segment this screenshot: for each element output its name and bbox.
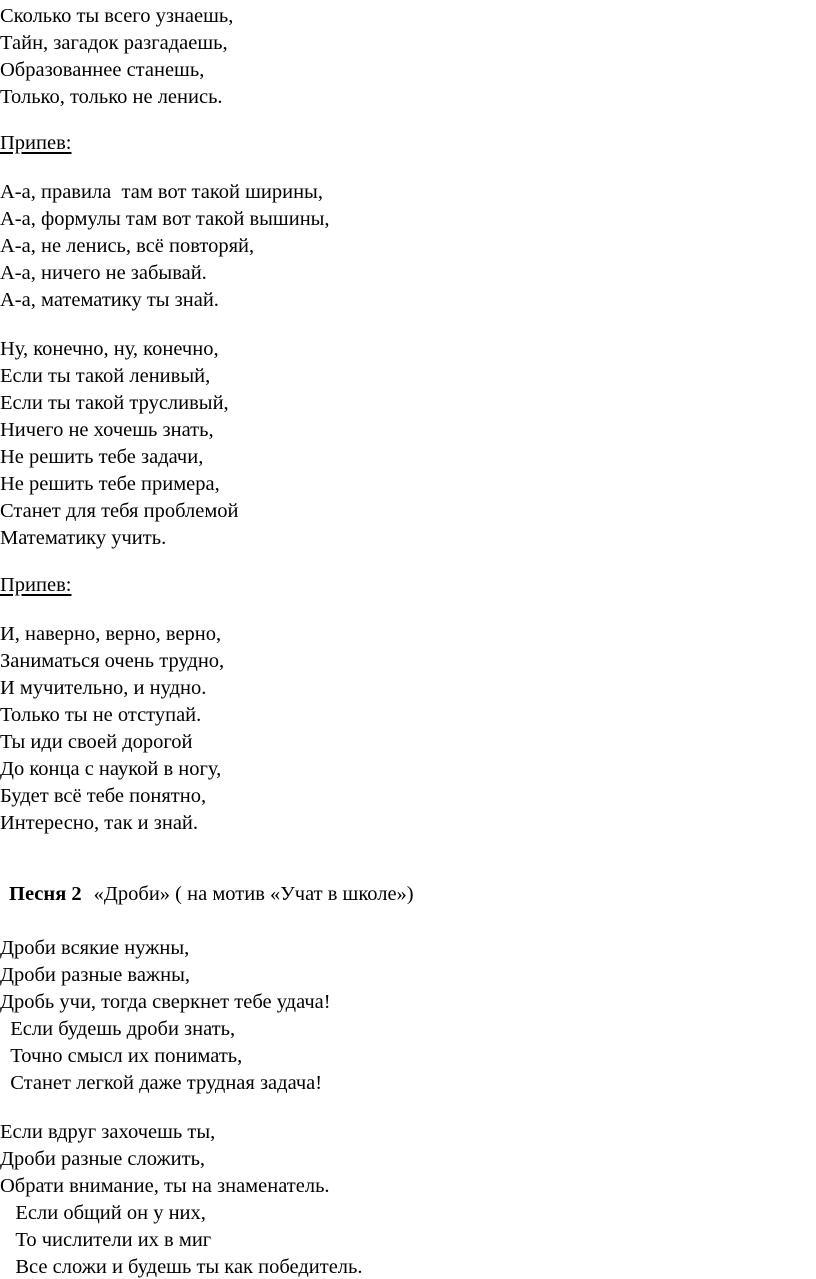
lyric-line: Если вдруг захочешь ты, bbox=[0, 1121, 216, 1143]
lyric-line: Обрати внимание, ты на знаменатель. bbox=[0, 1175, 330, 1197]
chorus-line: А-а, не ленись, всё повторяй, bbox=[0, 235, 255, 257]
lyric-line: Ну, конечно, ну, конечно, bbox=[0, 338, 219, 360]
lyric-line: Математику учить. bbox=[0, 527, 167, 549]
lyric-line: То числители их в миг bbox=[0, 1229, 212, 1251]
lyric-line: Образованнее станешь, bbox=[0, 59, 205, 81]
lyric-line: Будет всё тебе понятно, bbox=[0, 785, 207, 807]
chorus-line: А-а, математику ты знай. bbox=[0, 289, 219, 311]
chorus-line: А-а, ничего не забывай. bbox=[0, 262, 207, 284]
lyric-line: И, наверно, верно, верно, bbox=[0, 623, 222, 645]
song-title: «Дроби» ( на мотив «Учат в школе») bbox=[93, 883, 414, 905]
lyric-line: Только, только не ленись. bbox=[0, 86, 223, 108]
lyric-line: Дроби разные сложить, bbox=[0, 1148, 206, 1170]
chorus-line: А-а, формулы там вот такой вышины, bbox=[0, 208, 330, 230]
chorus-label: Припев: bbox=[0, 132, 72, 154]
lyric-line: Станет для тебя проблемой bbox=[0, 500, 239, 522]
lyric-line: Дроби разные важны, bbox=[0, 964, 190, 986]
lyric-line: Не решить тебе задачи, bbox=[0, 446, 204, 468]
lyric-line: Если общий он у них, bbox=[0, 1202, 206, 1224]
lyric-line: Сколько ты всего узнаешь, bbox=[0, 5, 234, 27]
lyric-line: Не решить тебе примера, bbox=[0, 473, 220, 495]
song-heading bbox=[9, 882, 414, 906]
lyric-line: Дроби всякие нужны, bbox=[0, 937, 190, 959]
lyric-line: Если ты такой ленивый, bbox=[0, 365, 211, 387]
lyric-line: До конца с наукой в ногу, bbox=[0, 758, 222, 780]
lyric-line: Интересно, так и знай. bbox=[0, 812, 199, 834]
lyric-line: Только ты не отступай. bbox=[0, 704, 202, 726]
song-number: Песня 2 bbox=[9, 883, 82, 905]
lyric-line: И мучительно, и нудно. bbox=[0, 677, 207, 699]
lyric-line: Заниматься очень трудно, bbox=[0, 650, 225, 672]
lyric-line: Если будешь дроби знать, bbox=[0, 1018, 236, 1040]
lyric-line: Ничего не хочешь знать, bbox=[0, 419, 214, 441]
chorus-label: Припев: bbox=[0, 574, 72, 596]
lyric-line: Ты иди своей дорогой bbox=[0, 731, 193, 753]
chorus-line: А-а, правила там вот такой ширины, bbox=[0, 181, 323, 203]
lyric-line: Тайн, загадок разгадаешь, bbox=[0, 32, 228, 54]
lyric-line: Станет легкой даже трудная задача! bbox=[0, 1072, 323, 1094]
lyric-line: Если ты такой трусливый, bbox=[0, 392, 229, 414]
lyric-line: Дробь учи, тогда сверкнет тебе удача! bbox=[0, 991, 331, 1013]
lyric-line: Все сложи и будешь ты как победитель. bbox=[0, 1256, 363, 1278]
lyric-line: Точно смысл их понимать, bbox=[0, 1045, 243, 1067]
